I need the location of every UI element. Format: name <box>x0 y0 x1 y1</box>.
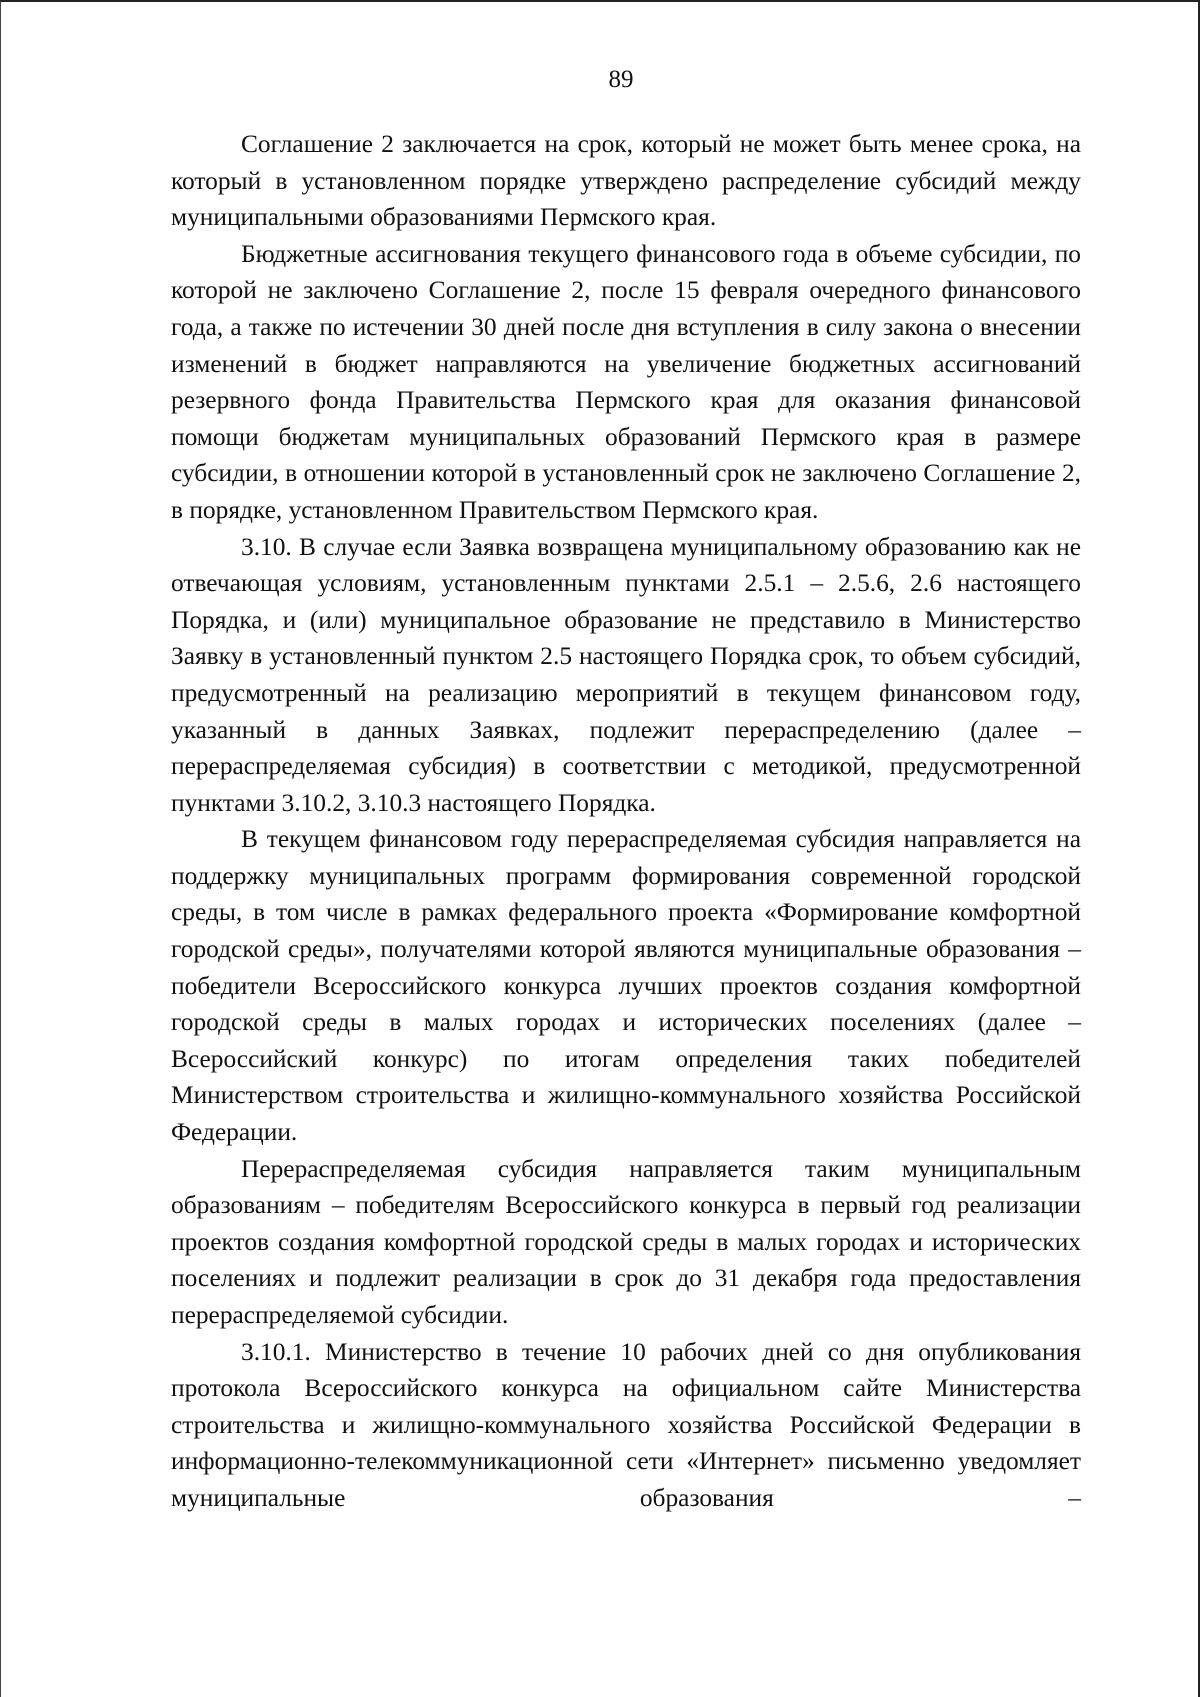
paragraph-section-3-10-1: 3.10.1. Министерство в течение 10 рабочих дней со дня опубликования протокола Всероссийского конкурса на официальном сайте Министерства строительства и жилищно-коммунального хозяйства Российской Федерации в информационно-телекоммуникационной сети «Интернет» письменно уведомляет муниципальные образования – <box>171 1337 1081 1512</box>
paragraph: Бюджетные ассигнования текущего финансового года в объеме субсидии, по которой не заключено Соглашение 2, после 15 февраля очередного финансового года, а также по истечении 30 дней после дня вступления в силу закона о внесении изменений в бюджет направляются на увеличение бюджетных ассигнований резервного фонда Правительства Пермского края для оказания финансовой помощи бюджетам муниципальных образований Пермского края в размере субсидии, в отношении которой в установленный срок не заключено Соглашение 2, в порядке, установленном Правительством Пермского края. <box>171 239 1081 524</box>
page-number: 89 <box>608 66 634 93</box>
paragraph: Перераспределяемая субсидия направляется таким муниципальным образованиям – победителям Всероссийского конкурса в первый год реализации проектов создания комфортной городской среды в малых городах и исторических поселениях и подлежит реализации в срок до 31 декабря года предоставления перераспределяемой субсидии. <box>171 1154 1081 1329</box>
paragraph: В текущем финансовом году перераспределяемая субсидия направляется на поддержку муниципальных программ формирования современной городской среды, в том числе в рамках федерального проекта «Формирование комфортной городской среды», получателями которой являются муниципальные образования – победители Всероссийского конкурса лучших проектов создания комфортной городской среды в малых городах и исторических поселениях (далее – Всероссийский конкурс) по итогам определения таких победителей Министерством строительства и жилищно-коммунального хозяйства Российской Федерации. <box>171 825 1081 1147</box>
paragraph: Соглашение 2 заключается на срок, который не может быть менее срока, на который в установленном порядке утверждено распределение субсидий между муниципальными образованиями Пермского края. <box>171 130 1081 232</box>
paragraph-section-3-10: 3.10. В случае если Заявка возвращена муниципальному образованию как не отвечающая условиям, установленным пунктами 2.5.1 – 2.5.6, 2.6 настоящего Порядка, и (или) муниципальное образование не представило в Министерство Заявку в установленный пунктом 2.5 настоящего Порядка срок, то объем субсидий, предусмотренный на реализацию мероприятий в текущем финансовом году, указанный в данных Заявках, подлежит перераспределению (далее – перераспределяемая субсидия) в соответствии с методикой, предусмотренной пунктами 3.10.2, 3.10.3 настоящего Порядка. <box>171 532 1081 817</box>
document-body <box>171 126 1081 1517</box>
